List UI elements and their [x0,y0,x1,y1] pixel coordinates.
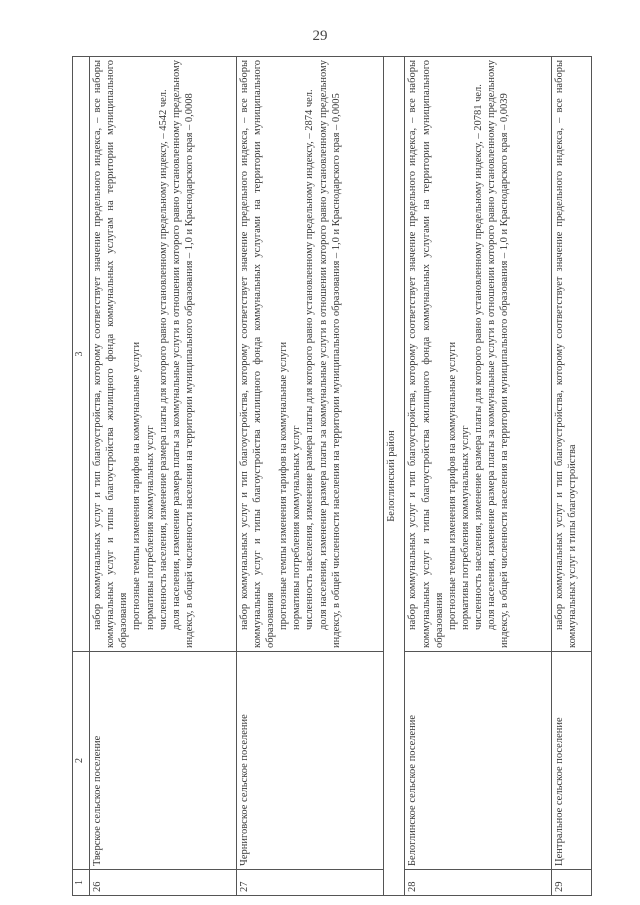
indicator-text: численность населения, изменение размера платы для которого равно установленному предельному индексу, – 2874 чел. [304,89,316,630]
indicator-text: прогнозные темпы изменения тарифов на коммунальные услуги [446,341,458,630]
settlement-name: Тверское сельское поселение [90,652,237,870]
indicator-text: набор коммунальных услуг и тип благоустройства, которому соответствует значение предельного индекса, – все наборы коммунальных услуг и типы благоустройства жилищного фонда коммунальных услугам на территории муниципального образования [92,60,130,648]
settlement-name: Центральное сельское поселение [552,652,592,870]
rotated-table-container [72,56,592,896]
header-col-3: 3 [73,57,90,652]
tariff-table [72,56,592,896]
row-number: 26 [90,870,237,896]
indicator-text: нормативы потребления коммунальных услуг [291,425,303,630]
district-row [383,57,405,896]
indicator-text: прогнозные темпы изменения тарифов на коммунальные услуги [131,341,143,630]
indicator-text: набор коммунальных услуг и тип благоустройства, которому соответствует значение предельного индекса, – все наборы коммунальных услуг и типы благоустройства жилищного фонда коммунальных услугами на территории муниципального образования [238,60,277,648]
header-col-1: 1 [73,870,90,896]
indicator-text: численность населения, изменение размера платы для которого равно установленному предельному индексу, – 20781 чел. [473,84,485,630]
row-number: 27 [236,870,383,896]
settlement-name: Белоглинское сельское поселение [405,652,552,870]
table-header-row [73,57,90,896]
indicator-cell [236,57,383,652]
indicator-text: доля населения, изменение размера платы за коммунальные услуги в отношении которого равно установленному предельному индексу, в общей численности населения на территории муниципального образования – 1,0 и Краснодарского края – 0,0039 [486,60,511,648]
table-row [90,57,237,896]
indicator-cell [405,57,552,652]
table-row [552,57,592,896]
indicator-text: набор коммунальных услуг и тип благоустройства, которому соответствует значение предельного индекса, – все наборы коммунальных услуг и типы благоустройства [554,60,579,648]
page-number: 29 [312,28,328,44]
table-body [90,57,592,896]
row-number: 28 [405,870,552,896]
table-row [236,57,383,896]
table-row [405,57,552,896]
indicator-text: нормативы потребления коммунальных услуг [459,425,471,630]
indicator-text: набор коммунальных услуг и тип благоустройства, которому соответствует значение предельного индекса, – все наборы коммунальных услуг и типы благоустройства жилищного фонда коммунальных услугами на территории муниципального образования [407,60,445,648]
indicator-text: численность населения, изменение размера платы для которого равно установленному предельному индексу, – 4542 чел. [157,89,169,630]
district-name: Белоглинский район [383,57,405,896]
indicator-text: доля населения, изменение размера платы за коммунальные услуги в отношении которого равно установленному предельному индексу, в общей численности населения на территории муниципального образования – 1,0 и Краснодарского края – 0,0008 [170,60,195,648]
indicator-cell [90,57,237,652]
row-number: 29 [552,870,592,896]
settlement-name: Черниговское сельское поселение [236,652,383,870]
indicator-text: прогнозные темпы изменения тарифов на коммунальные услуги [278,341,290,630]
header-col-2: 2 [73,652,90,870]
indicator-cell [552,57,592,652]
indicator-text: доля населения, изменение размера платы за коммунальные услуги в отношении которого равно установленному предельному индексу, в общей численности населения на территории муниципального образования – 1,0 и Краснодарского края – 0,0005 [317,60,342,648]
indicator-text: нормативы потребления коммунальных услуг [144,425,156,630]
